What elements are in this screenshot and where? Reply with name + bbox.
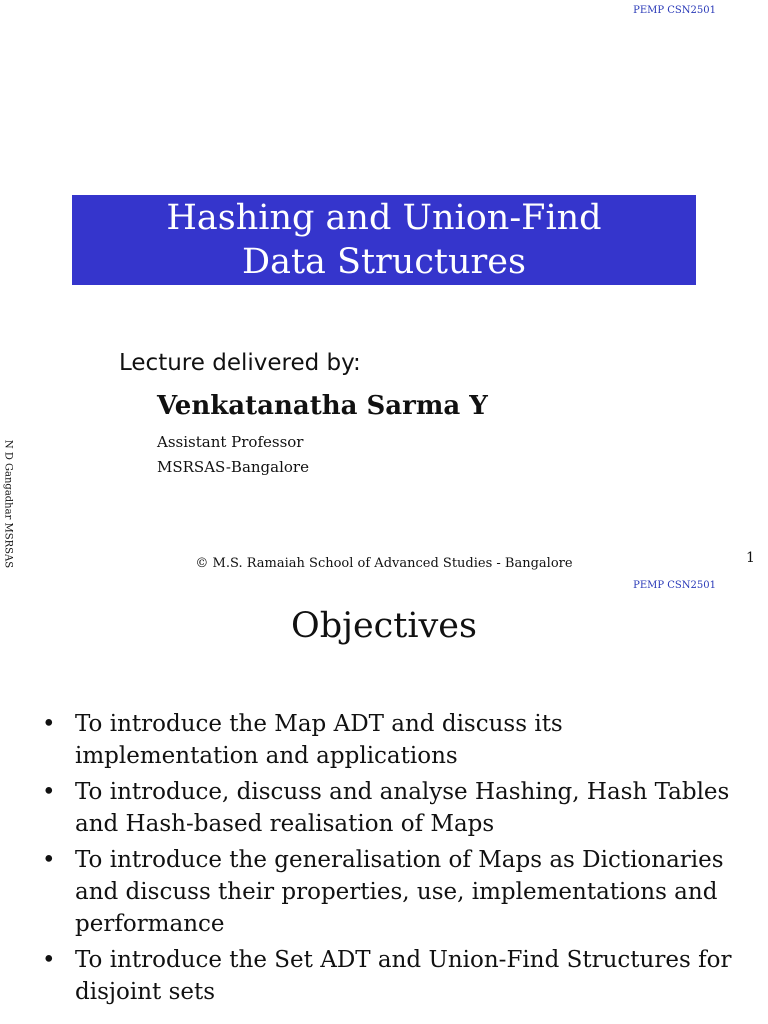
course-code: PEMP CSN2501 [633,580,716,591]
objectives-title: Objectives [291,606,477,646]
objective-text: To introduce the Map ADT and discuss its implementation and applications [75,711,563,769]
delivered-by-label: Lecture delivered by: [119,350,361,376]
bullet-icon: • [42,711,56,737]
objective-item [42,944,742,1008]
title-line-1: Hashing and Union-Find [166,198,602,238]
objective-item [42,708,742,772]
copyright-notice: © M.S. Ramaiah School of Advanced Studies - Bangalore [195,556,573,571]
objective-text: To introduce the Set ADT and Union-Find Structures for disjoint sets [75,947,732,1005]
bullet-icon: • [42,847,56,873]
page-number: 1 [746,550,755,566]
bullet-icon: • [42,779,56,805]
objective-text: To introduce, discuss and analyse Hashing, Hash Tables and Hash-based realisation of Maps [75,779,730,837]
title-line-2: Data Structures [242,242,526,282]
speaker-role: Assistant Professor [157,433,304,451]
objective-item [42,776,742,840]
objectives-list [42,708,742,1012]
speaker-organization: MSRSAS-Bangalore [157,458,309,476]
title-banner [72,195,696,285]
objective-text: To introduce the generalisation of Maps as Dictionaries and discuss their properties, use, implementations and performance [75,847,724,937]
objective-item [42,844,742,940]
bullet-icon: • [42,947,56,973]
side-credit: N D Gangadhar MSRSAS [2,439,14,569]
course-code: PEMP CSN2501 [633,5,716,16]
speaker-name: Venkatanatha Sarma Y [157,391,488,421]
